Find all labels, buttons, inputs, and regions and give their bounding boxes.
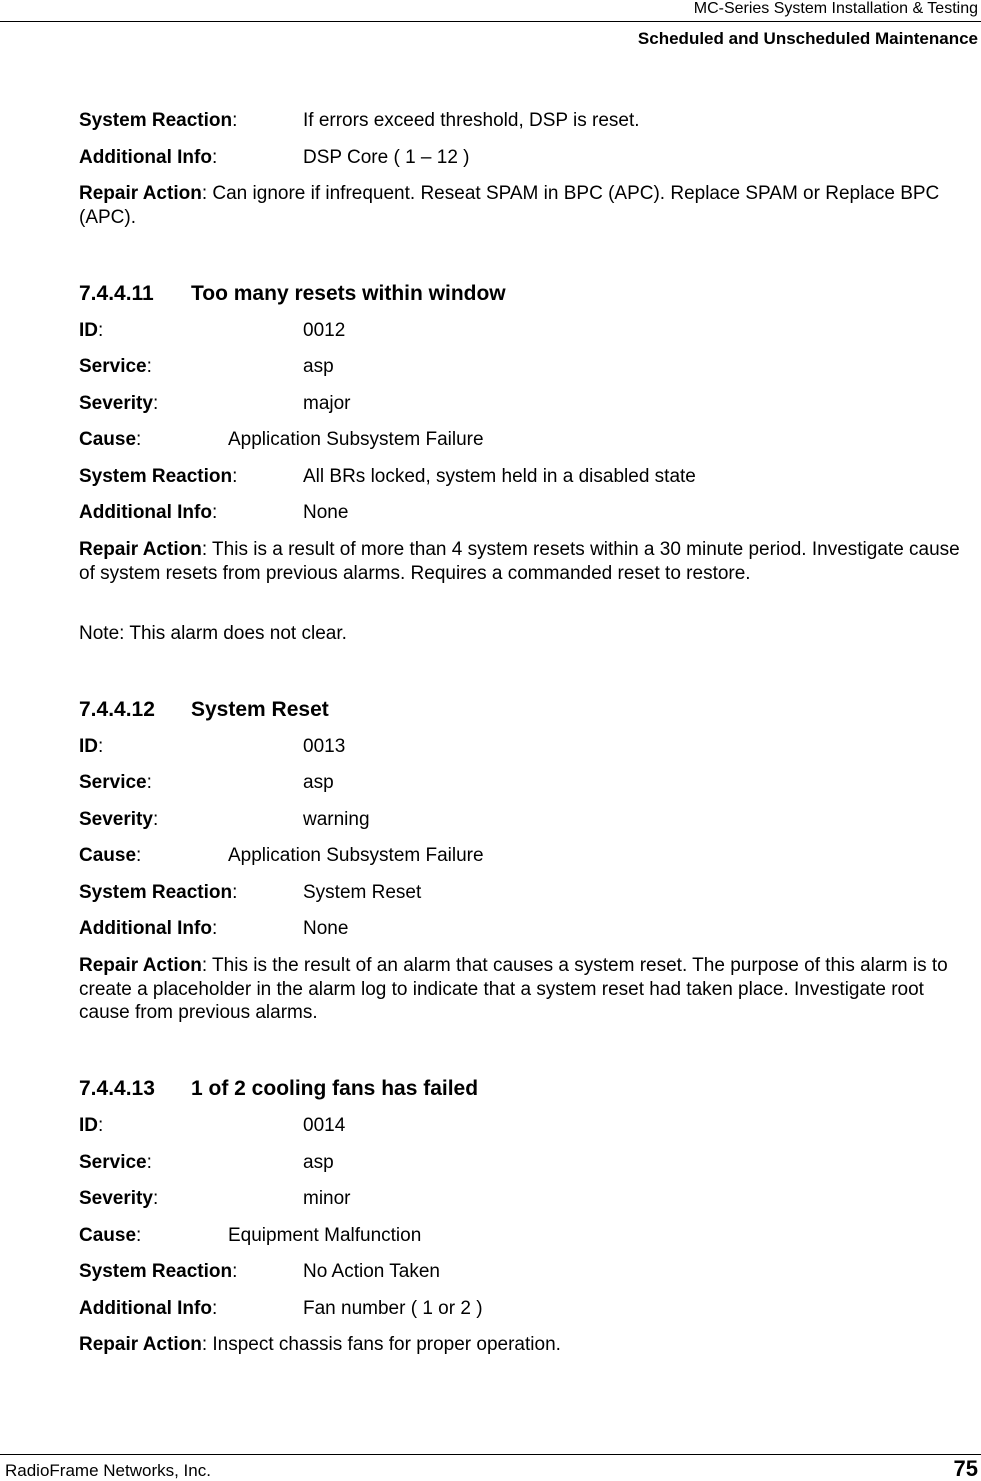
field-value: System Reset [303,882,422,903]
field-value: If errors exceed threshold, DSP is reset. [303,110,640,131]
company-name: RadioFrame Networks, Inc. [5,1461,211,1480]
additional-info-row [79,1298,483,1320]
id-row [79,1115,346,1137]
field-value: 0013 [303,736,346,757]
label-colon: : [98,1115,104,1136]
label-colon: : [152,809,159,830]
field-label: Additional Info [79,1298,212,1319]
label-colon: : [136,1225,142,1246]
note: Note: This alarm does not clear. [79,623,347,644]
field-label: System Reaction [79,882,233,903]
severity-row [79,809,370,831]
field-label: Cause [79,845,137,866]
section-heading [79,1077,478,1101]
page-footer [0,1454,981,1481]
field-value: 0014 [303,1115,346,1136]
field-value: Inspect chassis fans for proper operation. [212,1334,561,1355]
field-label: Additional Info [79,918,212,939]
page-number: 75 [953,1456,978,1481]
field-label: Service [79,356,147,377]
field-value: None [303,918,349,939]
field-label: Repair Action [79,539,202,560]
label-colon: : [211,918,218,939]
system-reaction-row [79,882,422,904]
field-value: DSP Core ( 1 – 12 ) [303,147,470,168]
repair-action [79,1333,964,1357]
section-heading-title: System Reset [191,698,329,721]
field-label: Additional Info [79,502,212,523]
field-value: asp [303,356,334,377]
id-row [79,320,346,342]
footer-divider [0,1454,981,1455]
label-colon: : [136,429,142,450]
field-label: Severity [79,393,153,414]
field-label: Service [79,772,147,793]
field-value: Fan number ( 1 or 2 ) [303,1298,483,1319]
additional-info-row [79,918,349,940]
section-title: Scheduled and Unscheduled Maintenance [637,29,978,48]
field-label: Additional Info [79,147,212,168]
repair-action [79,538,964,585]
field-value: Can ignore if infrequent. Reseat SPAM in BPC (APC). Replace SPAM or Replace BPC (APC). [79,183,940,228]
label-colon: : [146,772,152,793]
field-label: Severity [79,1188,153,1209]
field-value: 0012 [303,320,346,341]
field-label: ID [79,1115,98,1136]
label-colon: : [201,955,208,976]
section-heading [79,698,329,722]
severity-row [79,1188,351,1210]
field-label: ID [79,320,98,341]
service-row [79,1152,334,1174]
section-heading-title: Too many resets within window [191,282,506,305]
section-number: 7.4.4.13 [79,1077,155,1100]
label-colon: : [146,356,152,377]
field-value: All BRs locked, system held in a disabled state [303,466,696,487]
field-value: asp [303,772,334,793]
page-header [0,0,981,52]
repair-action [79,954,964,1025]
label-colon: : [211,502,218,523]
intro-additional-info-row [79,147,470,169]
field-label: Cause [79,1225,137,1246]
section-number: 7.4.4.11 [79,282,154,305]
field-label: Repair Action [79,183,202,204]
label-colon: : [98,736,104,757]
field-value: major [303,393,351,414]
id-row [79,736,346,758]
system-reaction-row [79,1261,440,1283]
additional-info-row [79,502,349,524]
label-colon: : [232,1261,238,1282]
label-colon: : [211,147,218,168]
field-value: No Action Taken [303,1261,440,1282]
intro-repair-action [79,182,964,229]
label-colon: : [232,110,238,131]
service-row [79,772,334,794]
document-title: MC-Series System Installation & Testing [693,0,978,17]
field-label: Repair Action [79,1334,202,1355]
field-label: System Reaction [79,110,233,131]
field-label: System Reaction [79,1261,233,1282]
field-value: This is the result of an alarm that causes a system reset. The purpose of this alarm is to create a placeholder in the alarm log to indicate that a system reset had taken place. Investigate root cause from previous alarms. [79,955,948,1023]
field-value: This is a result of more than 4 system resets within a 30 minute period. Investigate cause of system resets from previous alarms. Requires a commanded reset to restore. [79,539,960,584]
label-colon: : [211,1298,218,1319]
label-colon: : [98,320,104,341]
label-colon: : [201,1334,208,1355]
cause-row [79,1225,422,1247]
service-row [79,356,334,378]
field-value: asp [303,1152,334,1173]
label-colon: : [152,393,159,414]
field-label: Service [79,1152,147,1173]
severity-row [79,393,351,415]
field-label: ID [79,736,98,757]
system-reaction-row [79,466,696,488]
section-number: 7.4.4.12 [79,698,155,721]
field-value: minor [303,1188,351,1209]
section-heading-title: 1 of 2 cooling fans has failed [191,1077,479,1100]
field-value: warning [303,809,370,830]
field-label: Cause [79,429,137,450]
field-value: Equipment Malfunction [228,1225,422,1246]
cause-row [79,845,484,867]
field-value: None [303,502,349,523]
cause-row [79,429,484,451]
field-value: Application Subsystem Failure [228,845,484,866]
label-colon: : [146,1152,152,1173]
intro-system-reaction-row [79,110,640,132]
label-colon: : [232,882,238,903]
field-value: Application Subsystem Failure [228,429,484,450]
field-label: Severity [79,809,153,830]
field-label: System Reaction [79,466,233,487]
label-colon: : [152,1188,159,1209]
field-label: Repair Action [79,955,202,976]
label-colon: : [201,183,208,204]
section-heading [79,282,506,306]
label-colon: : [201,539,208,560]
label-colon: : [136,845,142,866]
label-colon: : [232,466,238,487]
header-divider [0,21,981,22]
